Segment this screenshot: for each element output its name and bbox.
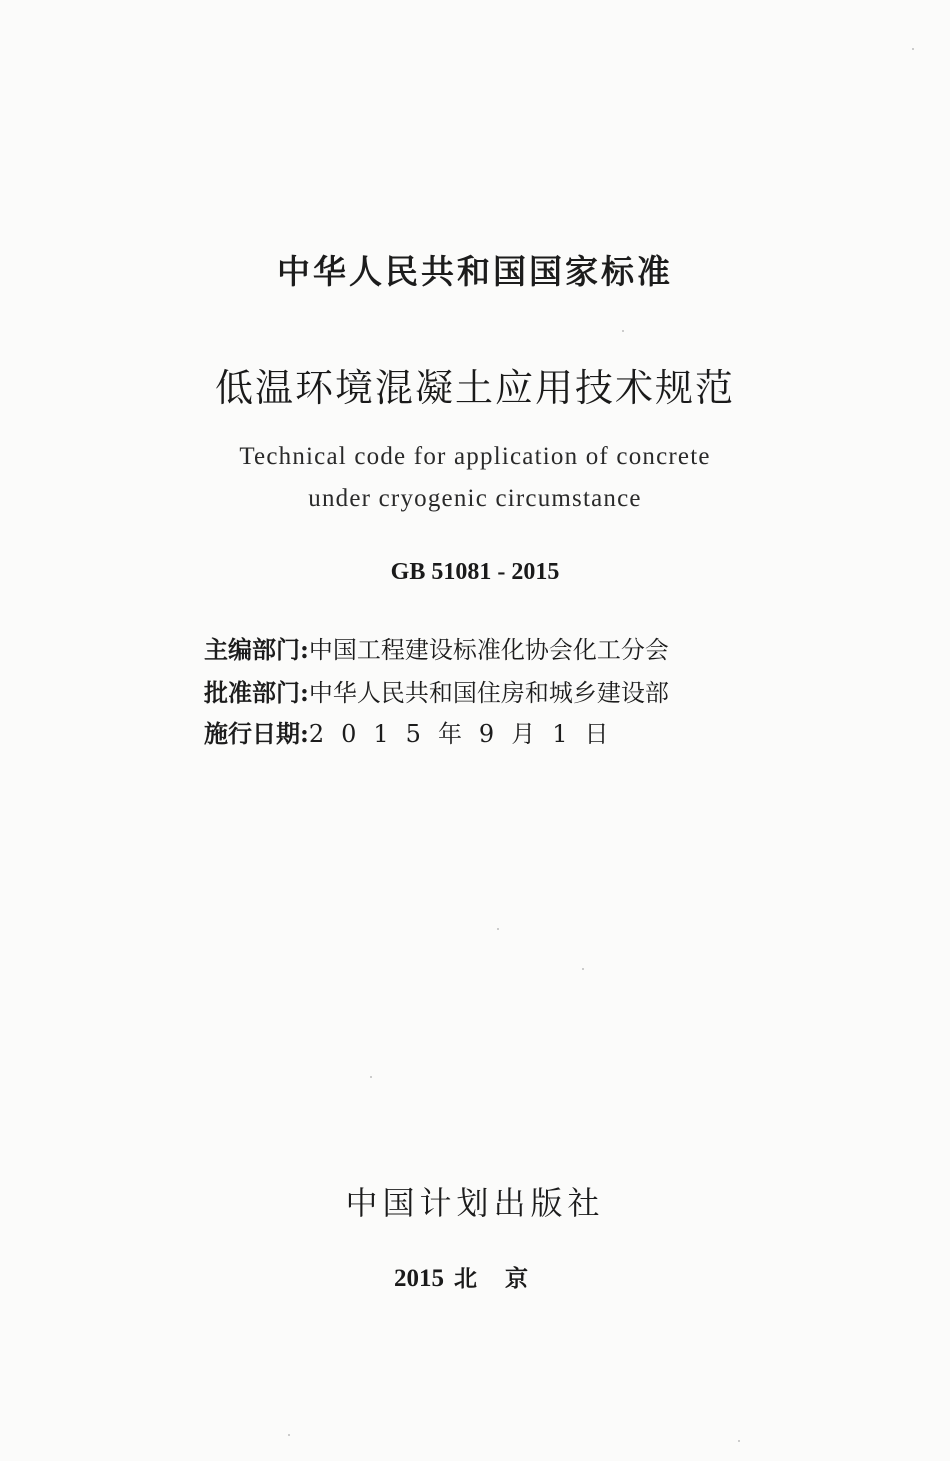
scan-speck — [738, 1440, 740, 1442]
approver-department-row — [204, 673, 669, 708]
scan-speck — [622, 330, 624, 332]
document-title-english-line2: under cryogenic circumstance — [308, 485, 642, 512]
document-title-chinese: 低温环境混凝土应用技术规范 — [214, 366, 735, 410]
publisher-name: 中国计划出版社 — [345, 1184, 605, 1222]
effective-date-label: 施行日期: — [204, 719, 309, 748]
editor-department-label: 主编部门: — [204, 635, 309, 664]
publication-year-place — [0, 1260, 950, 1293]
standard-code: GB 51081 - 2015 — [390, 559, 560, 585]
scan-speck — [912, 48, 914, 50]
scan-speck — [582, 968, 584, 970]
effective-date-row — [204, 714, 625, 749]
publication-city: 北京 — [454, 1266, 556, 1292]
editor-department-value: 中国工程建设标准化协会化工分会 — [308, 636, 669, 664]
scan-speck — [288, 1434, 290, 1436]
document-title-english-line1: Technical code for application of concrete — [239, 443, 711, 470]
scan-speck — [497, 928, 499, 930]
effective-date-value: 2015年9月1日 — [308, 720, 626, 748]
editor-department-row — [204, 630, 669, 665]
approver-department-value: 中华人民共和国住房和城乡建设部 — [308, 679, 669, 707]
national-standard-heading: 中华人民共和国国家标准 — [277, 252, 673, 291]
scan-speck — [370, 1076, 372, 1078]
approver-department-label: 批准部门: — [204, 678, 309, 707]
publication-year: 2015 — [394, 1265, 444, 1292]
